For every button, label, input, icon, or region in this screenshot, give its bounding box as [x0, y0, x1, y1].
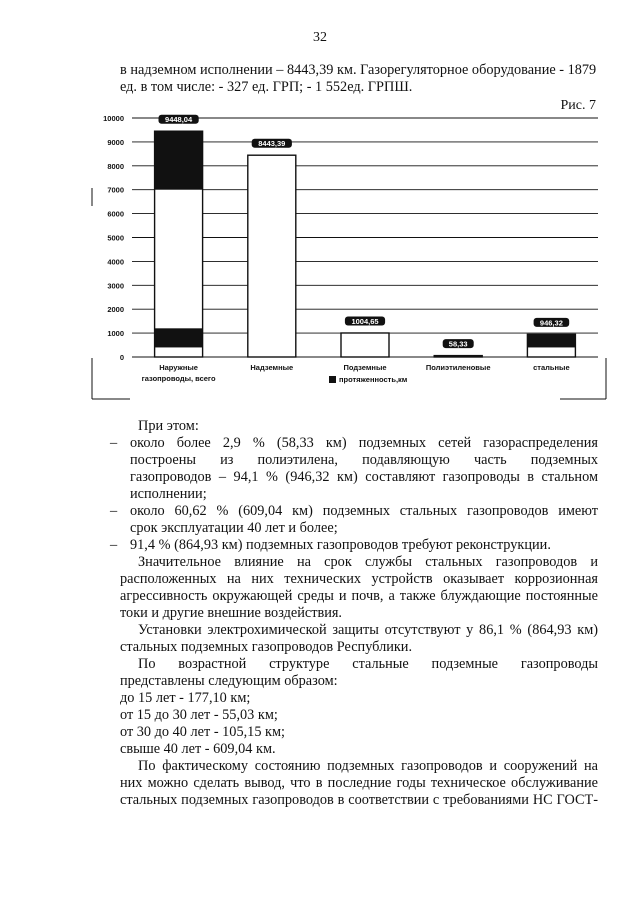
bar-dark-band	[155, 328, 203, 347]
paragraph-line: токи и другие внешние воздействия.	[120, 605, 343, 621]
y-tick-label: 5000	[107, 233, 124, 243]
bullet-line: около 60,62 % (609,04 км) подземных стальных газопроводов имеют	[130, 503, 598, 519]
bar	[434, 356, 482, 357]
paragraph-line: агрессивность окружающей среды и почв, а также блуждающие постоянные	[120, 588, 598, 604]
dash-marker: –	[110, 537, 118, 553]
paragraph-line: представлены следующим образом:	[120, 673, 338, 689]
data-label: 946,32	[539, 318, 563, 328]
bar	[248, 155, 296, 357]
bullet-line: исполнении;	[130, 486, 207, 502]
y-tick-label: 6000	[107, 209, 124, 219]
y-tick-label: 3000	[107, 281, 124, 291]
bullet-line: 91,4 % (864,93 км) подземных газопроводов требуют реконструкции.	[130, 537, 551, 553]
y-tick-label: 7000	[107, 185, 124, 195]
bar-chart-svg	[80, 108, 608, 400]
bar-dark-band	[527, 334, 575, 347]
paragraph-line: По возрастной структуре стальные подземные газопроводы	[138, 656, 598, 672]
paragraph-line: них можно сделать вывод, что в последние годы техническое обслуживание	[120, 775, 598, 791]
bar	[341, 333, 389, 357]
body-text	[110, 418, 598, 809]
y-tick-label: 1000	[107, 329, 124, 339]
dash-marker: –	[110, 435, 118, 451]
y-tick-label: 9000	[107, 137, 124, 147]
legend-label: протяженность,км	[339, 375, 408, 384]
bullet-item	[110, 503, 598, 537]
x-tick-label: Надземные	[250, 363, 294, 372]
bullet-line: срок эксплуатации 40 лет и более;	[130, 520, 338, 536]
paragraph-line: Значительное влияние на срок службы стальных газопроводов и	[138, 554, 598, 570]
age-group-item: от 15 до 30 лет - 55,03 км;	[120, 707, 278, 723]
data-label: 8443,39	[258, 139, 286, 149]
y-tick-label: 8000	[107, 161, 124, 171]
y-tick-label: 0	[119, 353, 124, 362]
figure-label: Рис. 7	[560, 98, 596, 113]
x-tick-label: Подземные	[343, 363, 387, 372]
age-group-item: до 15 лет - 177,10 км;	[120, 690, 251, 706]
intro-line: в надземном исполнении – 8443,39 км. Газорегуляторное оборудование - 1879	[120, 62, 597, 78]
legend-swatch	[329, 376, 336, 383]
age-structure-list	[120, 690, 598, 758]
bullet-line: газопроводов – 94,1 % (946,32 км) составляют газопроводы в стальном	[130, 469, 598, 485]
intro-line: ед. в том числе: - 327 ед. ГРП; - 1 552ед. ГРПШ.	[120, 79, 413, 95]
bar-dark-band	[155, 131, 203, 190]
bullet-list	[110, 435, 598, 554]
bullet-line: построены из полиэтилена, подавляющую часть подземных	[130, 452, 598, 468]
lead-line: При этом:	[138, 418, 199, 434]
x-tick-label: Полиэтиленовые	[425, 363, 491, 372]
x-tick-label: стальные	[533, 363, 570, 372]
paragraph-line: Установки электрохимической защиты отсутствуют у 86,1 % (864,93 км)	[138, 622, 598, 638]
y-tick-label: 2000	[107, 305, 124, 315]
x-tick-label: Наружные	[159, 363, 198, 372]
paragraph-line: стальных подземных газопроводов Республики.	[120, 639, 413, 655]
bullet-item	[110, 435, 598, 503]
intro-paragraph	[120, 62, 600, 96]
age-group-item: свыше 40 лет - 609,04 км.	[120, 741, 276, 757]
y-tick-label: 4000	[107, 257, 124, 267]
paragraph-line: По фактическому состоянию подземных газопроводов и сооружений на	[138, 758, 598, 774]
bullet-line: около более 2,9 % (58,33 км) подземных сетей газораспределения	[130, 435, 598, 451]
dash-marker: –	[110, 503, 118, 519]
data-label: 9448,04	[165, 115, 193, 125]
y-tick-label: 10000	[103, 114, 124, 123]
data-label: 58,33	[448, 339, 468, 349]
data-label: 1004,65	[351, 316, 379, 326]
paragraph-line: стальных подземных газопроводов в соответствии с требованиями НС ГОСТ-	[120, 792, 598, 808]
age-group-item: от 30 до 40 лет - 105,15 км;	[120, 724, 286, 740]
x-tick-label: газопроводы, всего	[141, 374, 216, 383]
bar-chart	[80, 108, 608, 400]
page-number: 32	[313, 30, 327, 45]
paragraph-line: расположенных на них технических устройств оказывает коррозионная	[120, 571, 598, 587]
bullet-item	[110, 537, 598, 554]
